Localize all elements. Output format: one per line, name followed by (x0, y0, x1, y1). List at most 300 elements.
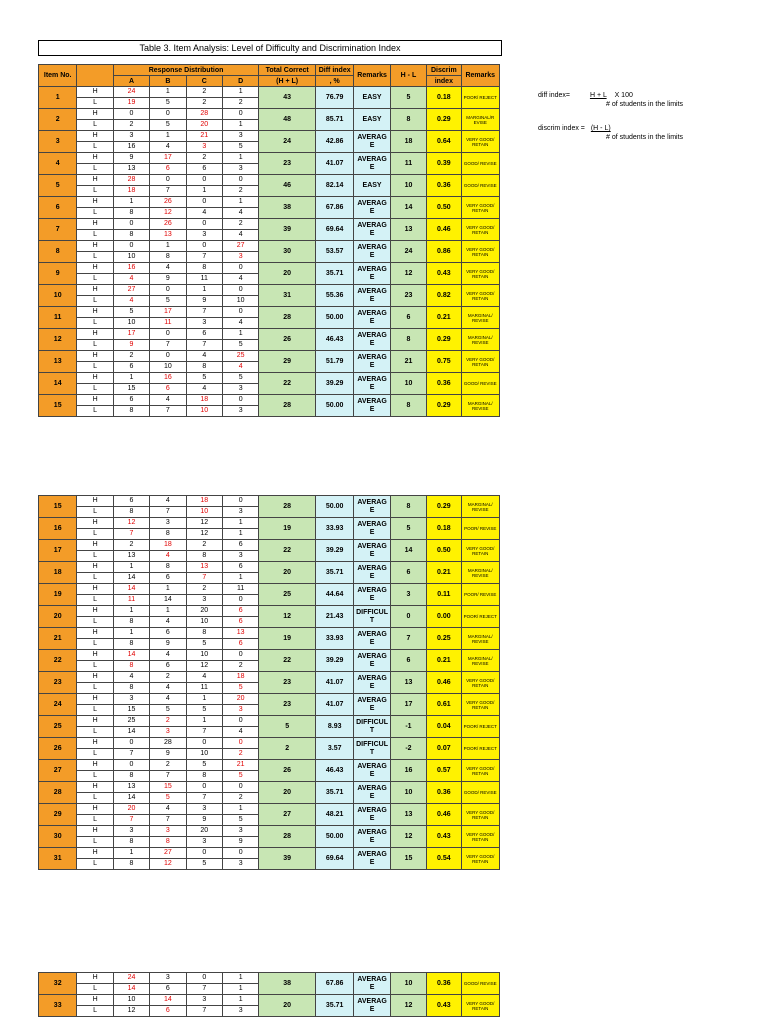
table-block-1 (38, 64, 500, 420)
difficulty-remark: AVERAG E (354, 628, 390, 650)
response-count: 26 (150, 219, 186, 230)
h-minus-l: 8 (390, 109, 426, 131)
response-count: 1 (222, 197, 258, 208)
group-label: H (77, 804, 113, 815)
difficulty-remark: AVERAG E (354, 241, 390, 263)
discrimination-index: 0.36 (427, 973, 461, 995)
response-count: 8 (150, 837, 186, 848)
discrimination-index: 0.43 (427, 826, 461, 848)
response-count: 3 (186, 837, 222, 848)
group-label: H (77, 285, 113, 296)
total-correct: 22 (259, 540, 316, 562)
discrimination-remark: POOR/ REVISE (461, 584, 499, 606)
difficulty-remark: AVERAG E (354, 804, 390, 826)
response-count: 0 (222, 307, 258, 318)
response-count: 14 (113, 650, 149, 661)
table-row (39, 782, 500, 793)
response-count: 6 (222, 540, 258, 551)
response-count: 1 (150, 584, 186, 595)
response-count: 5 (222, 771, 258, 782)
response-count: 17 (113, 329, 149, 340)
h-minus-l: 12 (390, 263, 426, 285)
group-label: L (77, 639, 113, 650)
response-count: 3 (222, 551, 258, 562)
table-row (39, 496, 500, 507)
table-body (39, 496, 500, 870)
h-minus-l: 10 (390, 973, 426, 995)
response-count: 8 (113, 507, 149, 518)
response-count: 3 (222, 507, 258, 518)
total-correct: 30 (259, 241, 316, 263)
response-count: 3 (186, 804, 222, 815)
diff-index-label: diff index= (538, 92, 570, 99)
response-count: 9 (186, 815, 222, 826)
h-minus-l: 14 (390, 540, 426, 562)
discrimination-index: 0.82 (427, 285, 461, 307)
header-remarks: Remarks (354, 65, 390, 87)
response-count: 15 (113, 705, 149, 716)
difficulty-remark: AVERAG E (354, 995, 390, 1017)
difficulty-index: 50.00 (315, 826, 353, 848)
response-count: 7 (150, 507, 186, 518)
response-count: 8 (186, 362, 222, 373)
response-count: 10 (222, 296, 258, 307)
response-count: 0 (222, 285, 258, 296)
group-label: L (77, 406, 113, 417)
discrimination-remark: POOR/ REJECT (461, 606, 499, 628)
response-count: 6 (186, 164, 222, 175)
response-count: 2 (186, 153, 222, 164)
total-correct: 28 (259, 395, 316, 417)
difficulty-remark: AVERAG E (354, 351, 390, 373)
item-number: 12 (39, 329, 77, 351)
discrimination-remark: VERY GOOD/ RETAIN (461, 285, 499, 307)
group-label: H (77, 973, 113, 984)
response-count: 12 (150, 208, 186, 219)
table-row (39, 738, 500, 749)
table-body (39, 973, 500, 1017)
response-count: 2 (222, 793, 258, 804)
response-count: 13 (113, 551, 149, 562)
response-count: 8 (150, 252, 186, 263)
difficulty-remark: AVERAG E (354, 562, 390, 584)
response-count: 0 (222, 175, 258, 186)
h-minus-l: 16 (390, 760, 426, 782)
response-count: 18 (113, 186, 149, 197)
header-choice-a: A (113, 76, 149, 87)
response-count: 2 (186, 87, 222, 98)
difficulty-index: 69.64 (315, 219, 353, 241)
response-count: 7 (186, 727, 222, 738)
discrim-index-numerator: (H - L) (590, 125, 611, 132)
response-count: 20 (186, 826, 222, 837)
response-count: 1 (186, 694, 222, 705)
response-count: 0 (150, 175, 186, 186)
total-correct: 19 (259, 518, 316, 540)
item-number: 20 (39, 606, 77, 628)
response-count: 1 (222, 518, 258, 529)
difficulty-remark: DIFFICUL T (354, 606, 390, 628)
total-correct: 20 (259, 562, 316, 584)
response-count: 9 (222, 837, 258, 848)
response-count: 5 (150, 98, 186, 109)
group-label: H (77, 307, 113, 318)
response-count: 4 (186, 384, 222, 395)
response-count: 8 (113, 639, 149, 650)
discrimination-remark: MARGINAL/ REVISE (461, 650, 499, 672)
response-count: 11 (113, 595, 149, 606)
response-count: 4 (150, 617, 186, 628)
response-count: 5 (222, 815, 258, 826)
response-count: 4 (150, 496, 186, 507)
difficulty-index: 41.07 (315, 694, 353, 716)
response-count: 0 (222, 738, 258, 749)
header-total-correct-sub: (H + L) (259, 76, 316, 87)
group-label: L (77, 274, 113, 285)
item-number: 11 (39, 307, 77, 329)
response-count: 0 (186, 197, 222, 208)
discrimination-remark: VERY GOOD/ RETAIN (461, 351, 499, 373)
response-count: 4 (186, 351, 222, 362)
difficulty-index: 44.64 (315, 584, 353, 606)
table-row (39, 175, 500, 186)
difficulty-remark: AVERAG E (354, 672, 390, 694)
group-label: L (77, 384, 113, 395)
discrimination-remark: POOR/ REVISE (461, 518, 499, 540)
response-count: 13 (222, 628, 258, 639)
group-label: L (77, 859, 113, 870)
difficulty-index: 69.64 (315, 848, 353, 870)
response-count: 11 (186, 274, 222, 285)
table-row (39, 606, 500, 617)
group-label: H (77, 219, 113, 230)
group-label: L (77, 252, 113, 263)
total-correct: 24 (259, 131, 316, 153)
table-row (39, 848, 500, 859)
response-count: 27 (113, 285, 149, 296)
response-count: 3 (150, 727, 186, 738)
total-correct: 39 (259, 848, 316, 870)
h-minus-l: 8 (390, 496, 426, 518)
discrimination-index: 0.29 (427, 329, 461, 351)
discrimination-remark: VERY GOOD/ RETAIN (461, 241, 499, 263)
h-minus-l: -2 (390, 738, 426, 760)
table-row (39, 395, 500, 406)
response-count: 0 (222, 395, 258, 406)
response-count: 0 (186, 782, 222, 793)
table-row (39, 584, 500, 595)
group-label: L (77, 98, 113, 109)
discrimination-index: 0.29 (427, 395, 461, 417)
group-label: L (77, 507, 113, 518)
response-count: 6 (150, 1006, 186, 1017)
response-count: 12 (113, 1006, 149, 1017)
response-count: 6 (150, 984, 186, 995)
difficulty-index: 39.29 (315, 650, 353, 672)
group-label: H (77, 540, 113, 551)
group-label: L (77, 793, 113, 804)
item-number: 29 (39, 804, 77, 826)
item-number: 30 (39, 826, 77, 848)
h-minus-l: 10 (390, 373, 426, 395)
item-number: 16 (39, 518, 77, 540)
response-count: 4 (150, 551, 186, 562)
response-count: 3 (150, 973, 186, 984)
group-label: L (77, 296, 113, 307)
response-count: 15 (150, 782, 186, 793)
header-choice-c: C (186, 76, 222, 87)
item-number: 1 (39, 87, 77, 109)
response-count: 7 (150, 186, 186, 197)
response-count: 7 (186, 252, 222, 263)
response-count: 4 (150, 142, 186, 153)
difficulty-remark: AVERAG E (354, 694, 390, 716)
total-correct: 20 (259, 263, 316, 285)
discrimination-index: 0.36 (427, 782, 461, 804)
response-count: 13 (113, 164, 149, 175)
table-row (39, 131, 500, 142)
table-row (39, 263, 500, 274)
discrimination-index: 0.75 (427, 351, 461, 373)
group-label: H (77, 694, 113, 705)
response-count: 3 (222, 1006, 258, 1017)
h-minus-l: 7 (390, 628, 426, 650)
table-row (39, 760, 500, 771)
group-label: L (77, 1006, 113, 1017)
difficulty-index: 33.93 (315, 628, 353, 650)
response-count: 9 (186, 296, 222, 307)
item-number: 22 (39, 650, 77, 672)
response-count: 1 (150, 606, 186, 617)
h-minus-l: 11 (390, 153, 426, 175)
total-correct: 2 (259, 738, 316, 760)
table-row (39, 518, 500, 529)
response-count: 9 (113, 153, 149, 164)
response-count: 8 (186, 263, 222, 274)
group-label: H (77, 738, 113, 749)
item-number: 23 (39, 672, 77, 694)
discrimination-index: 0.46 (427, 672, 461, 694)
response-count: 25 (222, 351, 258, 362)
response-count: 4 (186, 208, 222, 219)
discrimination-index: 0.18 (427, 87, 461, 109)
h-minus-l: 8 (390, 329, 426, 351)
discrimination-remark: POOR/ REJECT (461, 716, 499, 738)
item-number: 6 (39, 197, 77, 219)
response-count: 19 (113, 98, 149, 109)
response-count: 1 (222, 973, 258, 984)
table-block-2 (38, 497, 500, 884)
table-row (39, 672, 500, 683)
response-count: 3 (186, 595, 222, 606)
response-count: 5 (222, 142, 258, 153)
response-count: 10 (113, 318, 149, 329)
h-minus-l: 3 (390, 584, 426, 606)
item-number: 33 (39, 995, 77, 1017)
response-count: 0 (113, 760, 149, 771)
item-number: 4 (39, 153, 77, 175)
response-count: 24 (113, 973, 149, 984)
response-count: 2 (222, 749, 258, 760)
response-count: 13 (113, 782, 149, 793)
header-diff-index-sub: , % (315, 76, 353, 87)
response-count: 3 (222, 164, 258, 175)
total-correct: 20 (259, 782, 316, 804)
discrimination-remark: MARGINAL/ REVISE (461, 562, 499, 584)
total-correct: 48 (259, 109, 316, 131)
response-count: 7 (150, 771, 186, 782)
response-count: 10 (113, 252, 149, 263)
discrimination-index: 0.11 (427, 584, 461, 606)
response-count: 6 (222, 639, 258, 650)
response-count: 20 (113, 804, 149, 815)
discrimination-index: 0.64 (427, 131, 461, 153)
discrimination-index: 0.18 (427, 518, 461, 540)
item-number: 3 (39, 131, 77, 153)
response-count: 21 (186, 131, 222, 142)
response-count: 27 (150, 848, 186, 859)
h-minus-l: 6 (390, 307, 426, 329)
difficulty-remark: AVERAG E (354, 518, 390, 540)
discrimination-index: 0.07 (427, 738, 461, 760)
response-count: 0 (150, 351, 186, 362)
response-count: 18 (186, 496, 222, 507)
response-count: 4 (186, 672, 222, 683)
response-count: 5 (150, 793, 186, 804)
response-count: 4 (222, 362, 258, 373)
group-label: H (77, 826, 113, 837)
discrimination-remark: VERY GOOD/ RETAIN (461, 760, 499, 782)
response-count: 1 (113, 197, 149, 208)
response-count: 8 (186, 628, 222, 639)
difficulty-index: 35.71 (315, 995, 353, 1017)
response-count: 20 (186, 120, 222, 131)
response-count: 26 (150, 197, 186, 208)
difficulty-remark: AVERAG E (354, 197, 390, 219)
response-count: 2 (150, 716, 186, 727)
response-count: 0 (113, 738, 149, 749)
table-body (39, 87, 500, 417)
total-correct: 20 (259, 995, 316, 1017)
total-correct: 12 (259, 606, 316, 628)
group-label: H (77, 175, 113, 186)
response-count: 28 (113, 175, 149, 186)
h-minus-l: 15 (390, 848, 426, 870)
response-count: 1 (222, 120, 258, 131)
discrimination-index: 0.57 (427, 760, 461, 782)
response-count: 4 (222, 230, 258, 241)
difficulty-index: 48.21 (315, 804, 353, 826)
difficulty-index: 3.57 (315, 738, 353, 760)
discrimination-remark: VERY GOOD/ RETAIN (461, 263, 499, 285)
group-label: H (77, 995, 113, 1006)
difficulty-remark: DIFFICUL T (354, 716, 390, 738)
response-count: 9 (150, 639, 186, 650)
response-count: 16 (113, 142, 149, 153)
difficulty-index: 35.71 (315, 562, 353, 584)
item-number: 8 (39, 241, 77, 263)
response-count: 3 (150, 518, 186, 529)
response-count: 10 (150, 362, 186, 373)
h-minus-l: 6 (390, 562, 426, 584)
response-count: 11 (186, 683, 222, 694)
response-count: 0 (150, 329, 186, 340)
response-count: 3 (222, 131, 258, 142)
response-count: 5 (150, 296, 186, 307)
response-count: 0 (113, 219, 149, 230)
response-count: 4 (150, 804, 186, 815)
table-row (39, 826, 500, 837)
header-remarks-2: Remarks (461, 65, 499, 87)
total-correct: 39 (259, 219, 316, 241)
group-label: H (77, 496, 113, 507)
h-minus-l: 13 (390, 804, 426, 826)
difficulty-remark: AVERAG E (354, 373, 390, 395)
table-row (39, 153, 500, 164)
response-count: 1 (222, 529, 258, 540)
response-count: 10 (113, 995, 149, 1006)
difficulty-remark: AVERAG E (354, 153, 390, 175)
group-label: L (77, 318, 113, 329)
response-count: 10 (186, 406, 222, 417)
h-minus-l: 10 (390, 175, 426, 197)
response-count: 0 (222, 263, 258, 274)
response-count: 1 (113, 562, 149, 573)
response-count: 6 (113, 496, 149, 507)
discrimination-index: 0.43 (427, 263, 461, 285)
response-count: 1 (222, 329, 258, 340)
response-count: 4 (150, 683, 186, 694)
h-minus-l: 8 (390, 395, 426, 417)
difficulty-remark: AVERAG E (354, 973, 390, 995)
group-label: L (77, 142, 113, 153)
discrimination-index: 0.39 (427, 153, 461, 175)
response-count: 1 (150, 87, 186, 98)
response-count: 20 (186, 606, 222, 617)
table-row (39, 197, 500, 208)
group-label: L (77, 749, 113, 760)
group-label: L (77, 186, 113, 197)
difficulty-index: 50.00 (315, 496, 353, 518)
response-count: 3 (222, 705, 258, 716)
difficulty-remark: AVERAG E (354, 131, 390, 153)
response-count: 8 (113, 771, 149, 782)
group-label: L (77, 815, 113, 826)
discrimination-index: 0.36 (427, 175, 461, 197)
total-correct: 38 (259, 197, 316, 219)
item-analysis-table-part-1 (38, 64, 500, 417)
response-count: 2 (186, 98, 222, 109)
total-correct: 22 (259, 650, 316, 672)
response-count: 3 (113, 826, 149, 837)
item-number: 15 (39, 395, 77, 417)
response-count: 6 (150, 628, 186, 639)
discrimination-remark: VERY GOOD/ RETAIN (461, 131, 499, 153)
response-count: 6 (186, 329, 222, 340)
response-count: 3 (222, 406, 258, 417)
response-count: 1 (186, 716, 222, 727)
response-count: 5 (186, 859, 222, 870)
response-count: 9 (150, 749, 186, 760)
response-count: 4 (150, 395, 186, 406)
table-row (39, 694, 500, 705)
difficulty-index: 42.86 (315, 131, 353, 153)
h-minus-l: 12 (390, 826, 426, 848)
discrimination-index: 0.29 (427, 496, 461, 518)
h-minus-l: 12 (390, 995, 426, 1017)
response-count: 1 (150, 131, 186, 142)
discrimination-remark: VERY GOOD/ RETAIN (461, 995, 499, 1017)
